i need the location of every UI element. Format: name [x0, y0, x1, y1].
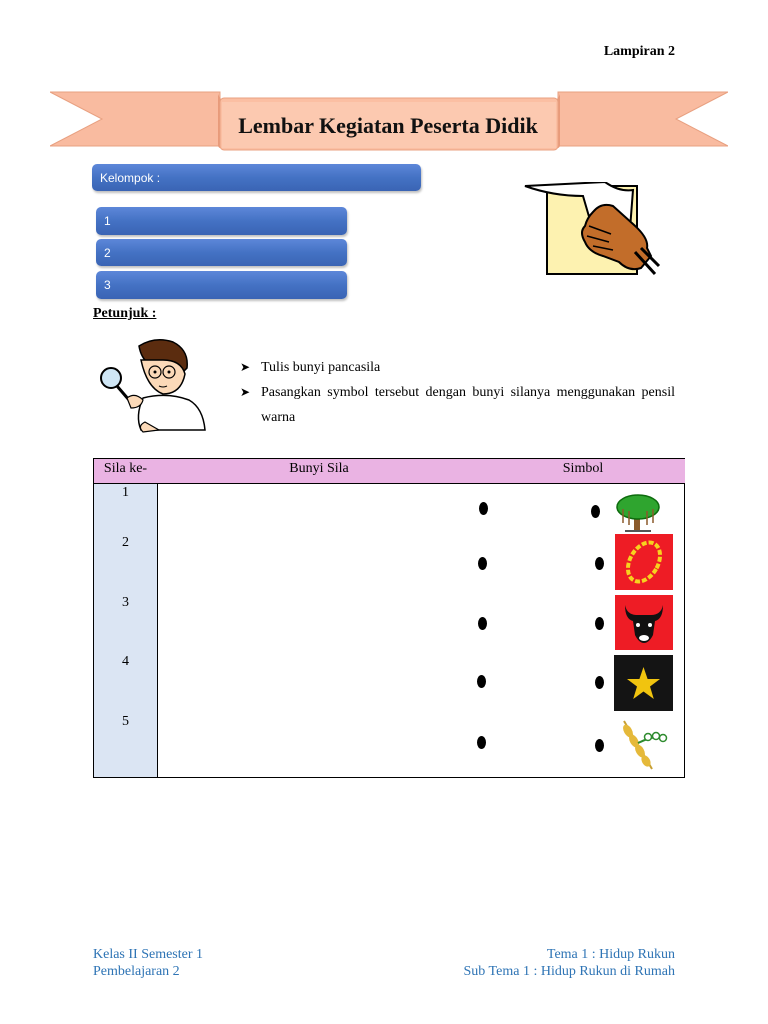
instruction-text: Tulis bunyi pancasila	[261, 360, 381, 375]
arrow-bullet-icon: ➤	[240, 360, 251, 374]
matching-dot-right[interactable]	[595, 617, 604, 630]
instruction-item	[240, 380, 675, 430]
instruction-list	[240, 355, 675, 430]
footer-lesson: Pembelajaran 2	[93, 964, 180, 979]
footer-subtheme: Sub Tema 1 : Hidup Rukun di Rumah	[463, 964, 675, 979]
member-number: 2	[104, 245, 111, 260]
matching-dot-left[interactable]	[477, 675, 486, 688]
member-field-1[interactable]	[96, 207, 347, 235]
member-number: 3	[104, 278, 111, 292]
star-icon	[614, 655, 673, 711]
arrow-bullet-icon: ➤	[240, 385, 251, 399]
header-simbol: Simbol	[481, 459, 685, 484]
header-sila-ke: Sila ke-	[94, 459, 158, 484]
banyan-tree-icon	[615, 493, 661, 535]
kelompok-label: Kelompok :	[100, 170, 161, 185]
footer-class: Kelas II Semester 1	[93, 947, 204, 962]
instruction-item	[240, 355, 675, 380]
matching-dot-right[interactable]	[595, 557, 604, 570]
footer-right	[380, 946, 675, 980]
matching-dot-left[interactable]	[478, 557, 487, 570]
sila-number-cell: 1	[94, 484, 158, 535]
header-bunyi-sila: Bunyi Sila	[157, 459, 482, 484]
bull-head-icon	[615, 595, 673, 650]
matching-dot-left[interactable]	[477, 736, 486, 749]
boy-with-magnifier-icon	[97, 338, 209, 434]
matching-dot-right[interactable]	[591, 505, 600, 518]
petunjuk-heading: Petunjuk :	[93, 306, 157, 321]
instruction-text: Pasangkan symbol tersebut dengan bunyi silanya menggunakan pensil warna	[261, 385, 675, 425]
lampiran-label: Lampiran 2	[603, 44, 675, 59]
sila-table	[93, 458, 685, 778]
matching-dot-left[interactable]	[479, 502, 488, 515]
page-title: Lembar Kegiatan Peserta Didik	[238, 113, 538, 138]
footer-theme: Tema 1 : Hidup Rukun	[546, 947, 675, 962]
member-field-2[interactable]	[96, 239, 347, 266]
sila-number-cell: 5	[94, 713, 158, 777]
hand-holding-paper-icon	[523, 182, 661, 278]
matching-dot-right[interactable]	[595, 676, 604, 689]
member-number: 1	[104, 214, 111, 228]
member-field-3[interactable]	[96, 271, 347, 299]
kelompok-field[interactable]	[92, 164, 421, 191]
rice-cotton-icon	[618, 717, 670, 773]
matching-dot-right[interactable]	[595, 739, 604, 752]
sila-number-cell: 4	[94, 653, 158, 714]
sila-number-cell: 3	[94, 594, 158, 654]
sila-number-cell: 2	[94, 534, 158, 595]
footer-left	[93, 946, 203, 980]
chain-icon	[615, 534, 673, 590]
matching-dot-left[interactable]	[478, 617, 487, 630]
